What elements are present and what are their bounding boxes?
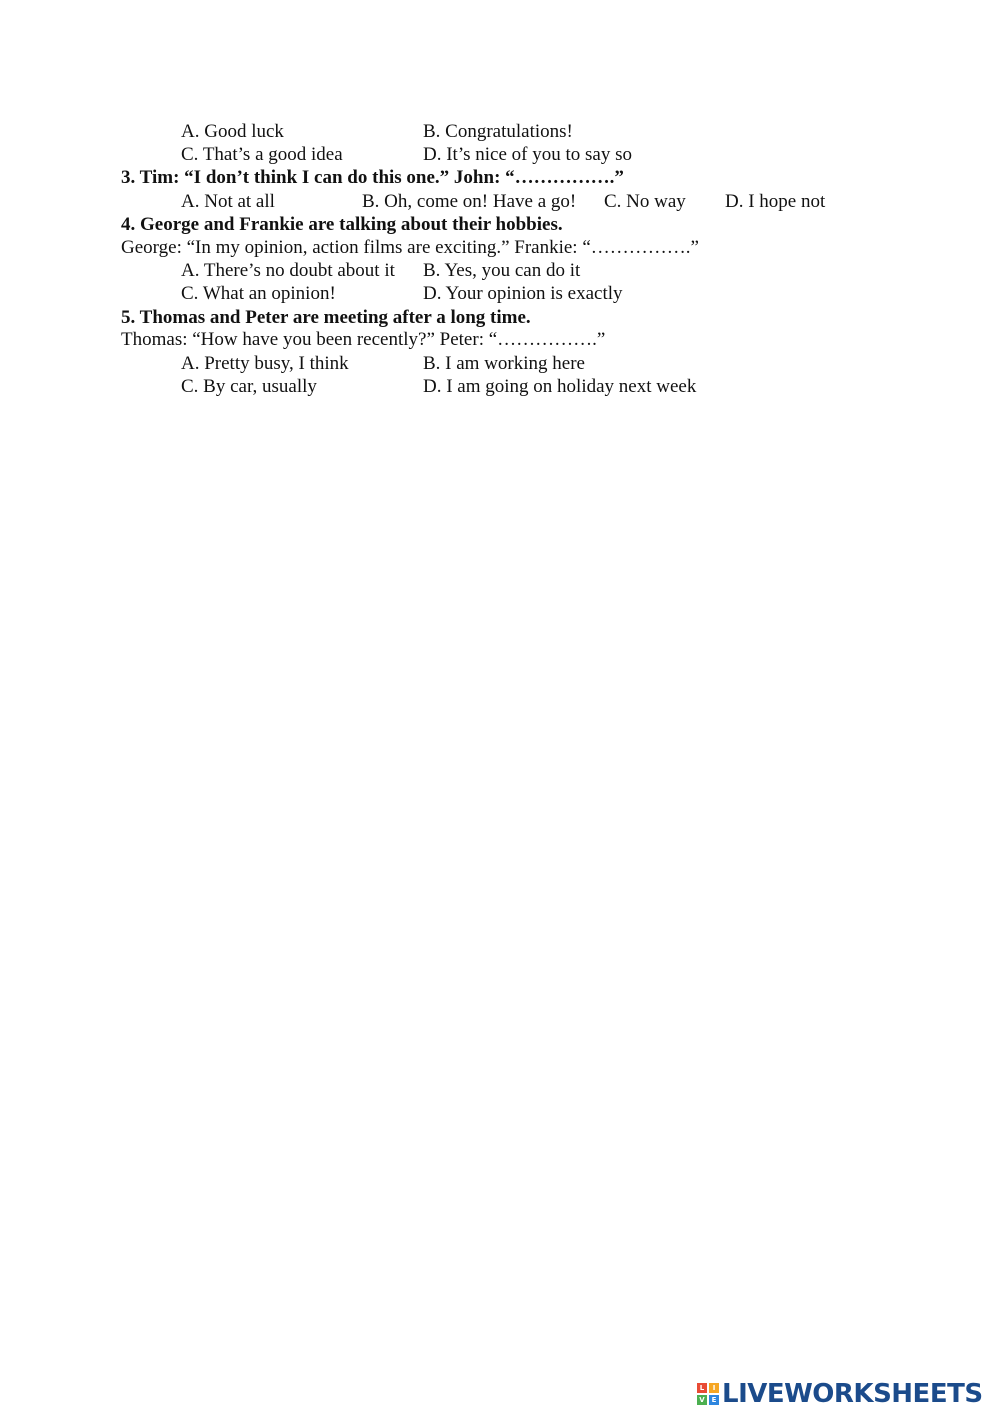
q4-prompt: 4. George and Frankie are talking about their hobbies. — [121, 214, 563, 235]
logo-wordmark: LIVEWORKSHEETS — [722, 1379, 983, 1409]
q3-option-d: D. I hope not — [725, 191, 826, 212]
q3-option-a: A. Not at all — [181, 191, 275, 212]
q3-option-c: C. No way — [604, 191, 686, 212]
liveworksheets-logo — [697, 1378, 983, 1410]
q4-option-b: B. Yes, you can do it — [423, 260, 581, 281]
q2-option-c: C. That’s a good idea — [181, 144, 343, 165]
logo-tile: E — [709, 1395, 719, 1405]
logo-tile: V — [697, 1395, 707, 1405]
q4-option-a: A. There’s no doubt about it — [181, 260, 395, 281]
logo-tile: I — [709, 1383, 719, 1393]
q3-prompt: 3. Tim: “I don’t think I can do this one.” John: “…………….” — [121, 167, 624, 188]
q2-option-a: A. Good luck — [181, 121, 284, 142]
q4-option-c: C. What an opinion! — [181, 283, 336, 304]
q5-dialogue: Thomas: “How have you been recently?” Peter: “…………….” — [121, 329, 606, 350]
q2-option-d: D. It’s nice of you to say so — [423, 144, 632, 165]
q5-option-d: D. I am going on holiday next week — [423, 376, 697, 397]
logo-tiles-icon — [697, 1383, 719, 1405]
q3-option-b: B. Oh, come on! Have a go! — [362, 191, 577, 212]
logo-tile: L — [697, 1383, 707, 1393]
q5-prompt: 5. Thomas and Peter are meeting after a long time. — [121, 307, 531, 328]
q4-option-d: D. Your opinion is exactly — [423, 283, 623, 304]
q5-option-c: C. By car, usually — [181, 376, 317, 397]
q4-dialogue: George: “In my opinion, action films are exciting.” Frankie: “…………….” — [121, 237, 699, 258]
q2-option-b: B. Congratulations! — [423, 121, 573, 142]
q5-option-b: B. I am working here — [423, 353, 585, 374]
q5-option-a: A. Pretty busy, I think — [181, 353, 349, 374]
